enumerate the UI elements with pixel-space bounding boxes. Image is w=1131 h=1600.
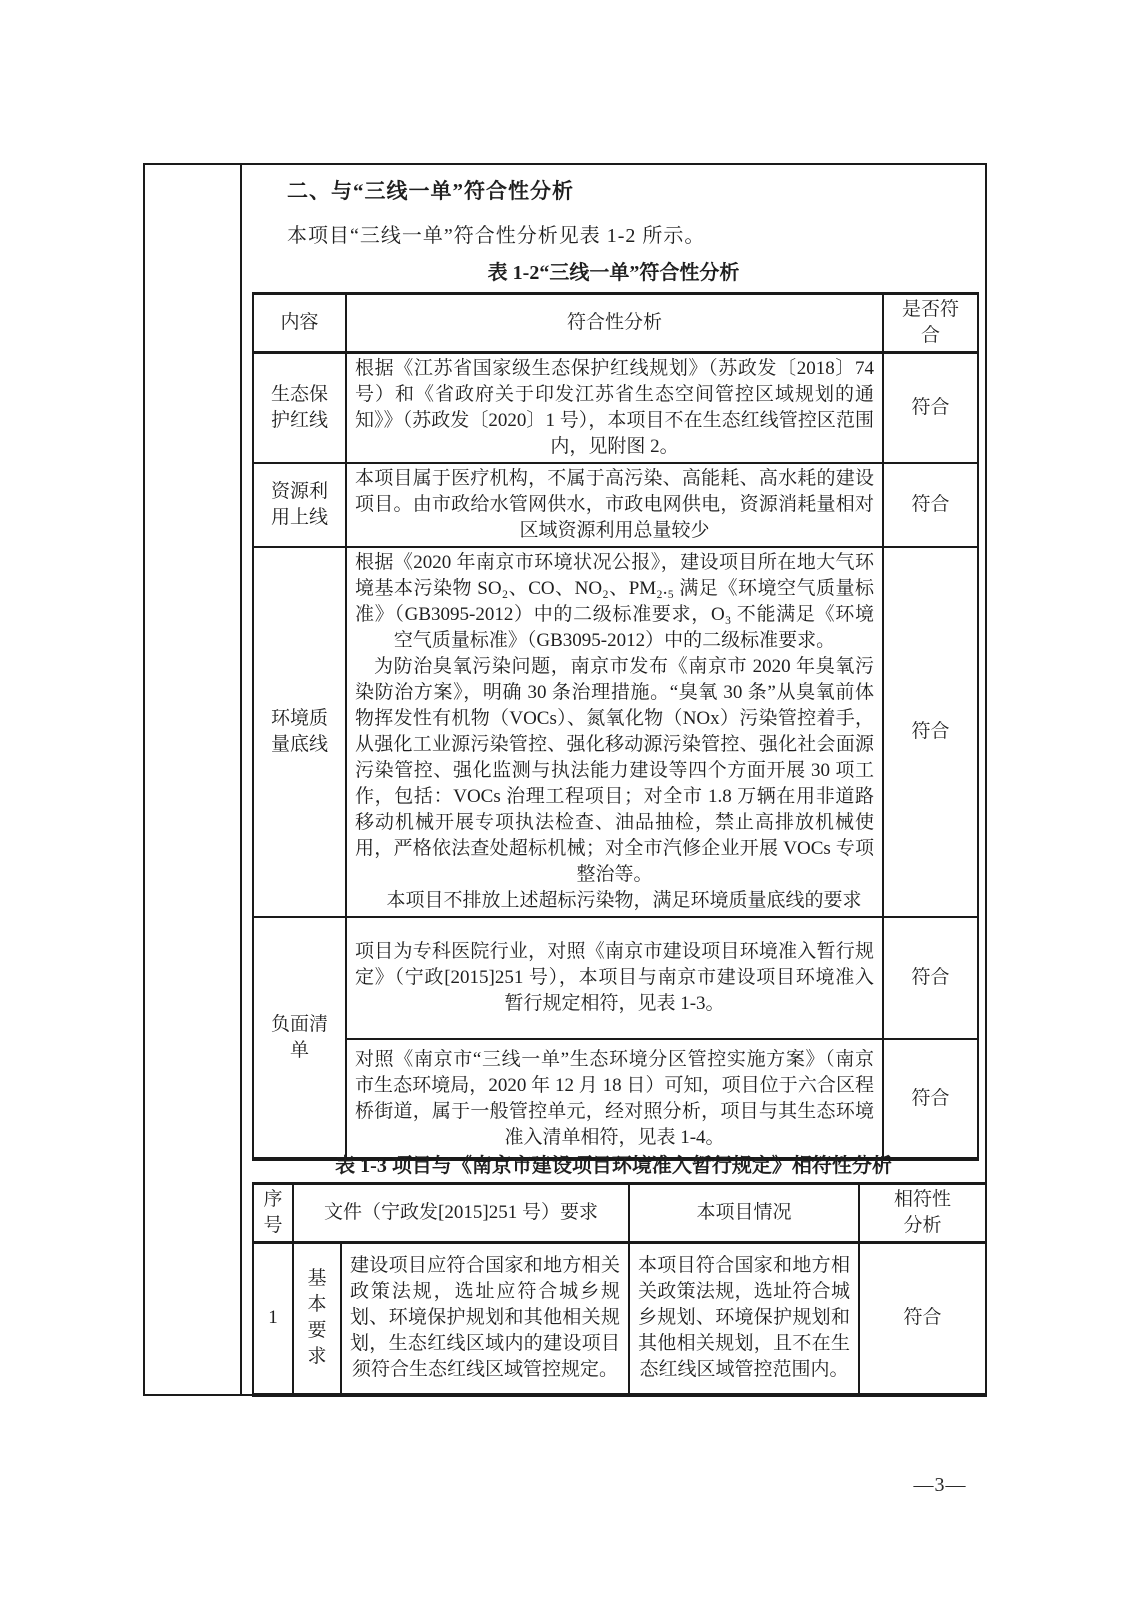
situation-cell: 本项目符合国家和地方相关政策法规，选址符合城乡规划、环境保护规划和其他相关规划，且不在生态红线区域管控范围内。 <box>629 1243 859 1395</box>
row-label-text: 环境质量底线 <box>270 708 328 755</box>
table-1-3-caption: 表 1-3 项目与《南京市建设项目环境准入暂行规定》相符性分析 <box>335 1155 892 1177</box>
row-label-cell <box>253 917 346 1159</box>
section-heading: 二、与“三线一单”符合性分析 <box>287 179 574 203</box>
row-label-text: 负面清单 <box>270 1013 328 1061</box>
row-basic-requirement <box>253 1243 986 1395</box>
page-number: —3— <box>913 1474 967 1496</box>
row-label-cell <box>253 353 346 464</box>
table-1-2 <box>252 292 979 1161</box>
analysis-cell: 本项目属于医疗机构，不属于高污染、高能耗、高水耗的建设项目。由市政给水管网供水，市政电网供电，资源消耗量相对区域资源利用总量较少 <box>346 463 883 547</box>
header-cell-project: 本项目情况 <box>629 1184 859 1243</box>
header-number-text: 序号 <box>263 1189 283 1236</box>
analysis-paragraph-2: 为防治臭氧污染问题，南京市发布《南京市 2020 年臭氧污染防治方案》，明确 30 条治理措施。“臭氧 30 条”从臭氧前体物挥发性有机物（VOCs）、氮氧化物（NOx）污染管控着手，从强化工业源污染管控、强化移动源污染管控、强化社会面源污染管控、强化监测与执法能力建设等四个方面开展 30 项工作，包括：VOCs 治理工程项目；对全市 1.8 万辆在用非道路移动机械开展专项执法检查、油品抽检，禁止高排放机械使用，严格依法查处超标机械；对全市汽修企业开展 VOCs 专项整治等。 <box>355 656 874 885</box>
table-1-2-header-row <box>253 294 978 353</box>
analysis-cell: 根据《江苏省国家级生态保护红线规划》（苏政发〔2018〕74 号）和《省政府关于印发江苏省生态空间管控区域规划的通知》》（苏政发〔2020〕1 号），本项目不在生态红线管控区范围内，见附图 2。 <box>346 353 883 464</box>
analysis-cell: 项目为专科医院行业，对照《南京市建设项目环境准入暂行规定》（宁政[2015]251 号），本项目与南京市建设项目环境准入暂行规定相符，见表 1-3。 <box>346 917 883 1039</box>
row-category-cell <box>293 1243 341 1395</box>
row-resource-limit <box>253 463 978 547</box>
requirement-cell: 建设项目应符合国家和地方相关政策法规，选址应符合城乡规划、环境保护规划和其他相关规划，生态红线区域内的建设项目须符合生态红线区域管控规定。 <box>341 1243 629 1395</box>
page-content <box>240 163 987 1396</box>
row-label-cell <box>253 463 346 547</box>
row-label-text: 资源利用上线 <box>270 481 328 528</box>
header-cell-consistency <box>859 1184 986 1243</box>
row-negative-list-1 <box>253 917 978 1039</box>
result-cell: 符合 <box>883 917 978 1039</box>
header-consistency-text: 相符性分析 <box>893 1189 951 1236</box>
row-label-cell <box>253 547 346 917</box>
row-category-text: 基本要求 <box>307 1268 327 1368</box>
analysis-cell: 对照《南京市“三线一单”生态环境分区管控实施方案》（南京市生态环境局，2020 年 12 月 18 日）可知，项目位于六合区程桥街道，属于一般管控单元，经对照分析，项目与其生态环境准入清单相符，见表 1-4。 <box>346 1039 883 1159</box>
result-cell: 符合 <box>883 1039 978 1159</box>
header-cell-number <box>253 1184 293 1243</box>
table-1-3-header-row <box>253 1184 986 1243</box>
header-cell-content: 内容 <box>253 294 346 353</box>
result-cell: 符合 <box>883 463 978 547</box>
header-conformity-text: 是否符合 <box>901 299 959 346</box>
table-1-2-caption: 表 1-2“三线一单”符合性分析 <box>487 262 740 284</box>
row-number-cell: 1 <box>253 1243 293 1395</box>
result-cell: 符合 <box>883 353 978 464</box>
row-negative-list-2 <box>253 1039 978 1159</box>
row-eco-redline <box>253 353 978 464</box>
analysis-cell <box>346 547 883 917</box>
table-1-3 <box>252 1182 987 1397</box>
intro-paragraph: 本项目“三线一单”符合性分析见表 1-2 所示。 <box>287 225 706 247</box>
header-cell-analysis: 符合性分析 <box>346 294 883 353</box>
result-cell: 符合 <box>859 1243 986 1395</box>
row-env-quality <box>253 547 978 917</box>
analysis-paragraph-1: 根据《2020 年南京市环境状况公报》，建设项目所在地大气环境基本污染物 SO₂、CO、NO₂、PM₂.₅ 满足《环境空气质量标准》（GB3095-2012）中的二级标准要求，O₃ 不能满足《环境空气质量标准》（GB3095-2012）中的二级标准要求。 <box>355 552 874 651</box>
row-label-text: 生态保护红线 <box>270 384 328 431</box>
result-cell: 符合 <box>883 547 978 917</box>
header-cell-requirement: 文件（宁政发[2015]251 号）要求 <box>293 1184 629 1243</box>
analysis-paragraph-3: 本项目不排放上述超标污染物，满足环境质量底线的要求 <box>386 890 862 911</box>
header-cell-conformity <box>883 294 978 353</box>
